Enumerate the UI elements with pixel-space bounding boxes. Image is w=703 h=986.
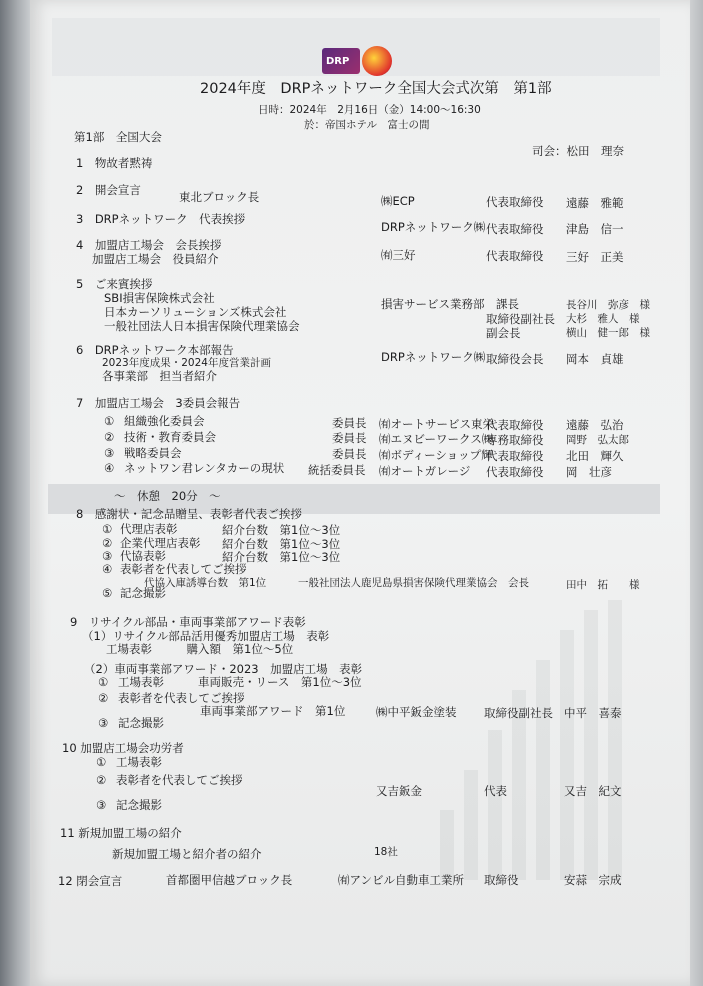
award-org: 一般社団法人鹿児島県損害保険代理業協会 会長 xyxy=(298,577,529,589)
award-detail: 車両販売・リース 第1位～3位 xyxy=(198,675,362,689)
committee-name: 遠藤 弘治 xyxy=(566,418,624,432)
award-title: 企業代理店表彰 xyxy=(120,536,201,550)
item-8-label: 8 感謝状・記念品贈呈、表彰者代表ご挨拶 xyxy=(76,507,302,521)
item-2-label: 2 開会宣言 xyxy=(76,183,141,197)
guest-org: 一般社団法人日本損害保険代理業協会 xyxy=(104,319,300,333)
guest-org: SBI損害保険株式会社 xyxy=(104,291,215,305)
committee-position: 委員長 xyxy=(332,416,367,430)
award-title: 記念撮影 xyxy=(120,586,166,600)
drp-logo xyxy=(322,46,394,78)
award-role: 取締役副社長 xyxy=(484,706,553,720)
item-6-sub: 2023年度成果・2024年度営業計画 xyxy=(102,357,271,369)
item-2-name: 遠藤 雅範 xyxy=(566,196,624,210)
item-6-label: 6 DRPネットワーク本部報告 xyxy=(76,343,234,357)
item-9-label: 9 リサイクル部品・車両事業部アワード表彰 xyxy=(70,615,306,629)
row-num: ② xyxy=(98,691,109,705)
award-name: 田中 拓 様 xyxy=(566,579,640,591)
item-10-label: 10 加盟店工場会功労者 xyxy=(62,741,184,755)
guest-name: 長谷川 弥彦 様 xyxy=(566,299,650,311)
award-name: 又吉 紀文 xyxy=(564,784,622,798)
item-3-org: DRPネットワーク㈱ xyxy=(381,220,486,234)
award-org: ㈱中平鈑金塗装 xyxy=(376,705,457,719)
mascot-icon xyxy=(362,46,392,76)
mc-name: 司会：松田 理奈 xyxy=(532,144,624,158)
award-name: 中平 喜泰 xyxy=(564,706,622,720)
showthrough-chart xyxy=(440,590,640,880)
guest-name: 大杉 雅人 様 xyxy=(566,313,640,325)
committee-org: ㈲ボディーショップ輝 xyxy=(379,448,493,462)
row-num: ① xyxy=(96,755,107,769)
row-num: ④ xyxy=(102,562,113,576)
award-title: 代協表彰 xyxy=(120,549,166,563)
item-6-sub: 各事業部 担当者紹介 xyxy=(102,369,217,383)
item-2-speaker: 東北ブロック長 xyxy=(179,190,260,204)
item-5-label: 5 ご来賓挨拶 xyxy=(76,277,153,291)
event-datetime: 日時：2024年 2月16日（金）14:00～16:30 xyxy=(258,104,481,116)
item-6-role: 取締役会長 xyxy=(486,352,544,366)
item-3-name: 津島 信一 xyxy=(566,222,624,236)
guest-role: 副会長 xyxy=(486,326,521,340)
row-num: ③ xyxy=(104,446,115,460)
award-title: 表彰者を代表してご挨拶 xyxy=(116,773,243,787)
award-title: 工場表彰 xyxy=(116,755,162,769)
item-12-role: 取締役 xyxy=(484,873,519,887)
committee-role: 代表取締役 xyxy=(486,418,544,432)
item-4-sub: 加盟店工場会 役員紹介 xyxy=(92,252,219,266)
event-venue: 於：帝国ホテル 富士の間 xyxy=(304,119,430,131)
item-3-label: 3 DRPネットワーク 代表挨拶 xyxy=(76,212,246,226)
item-9-sub: （2）車両事業部アワード・2023 加盟店工場 表彰 xyxy=(84,662,363,676)
award-title: 表彰者を代表してご挨拶 xyxy=(118,691,245,705)
award-title: 代理店表彰 xyxy=(120,522,178,536)
row-num: ② xyxy=(104,430,115,444)
committee-position: 委員長 xyxy=(332,431,367,445)
committee-org: ㈲オートガレージ xyxy=(379,464,471,478)
guest-name: 横山 健一郎 様 xyxy=(566,327,650,339)
row-num: ⑤ xyxy=(102,586,113,600)
item-4-label: 4 加盟店工場会 会長挨拶 xyxy=(76,238,222,252)
guest-role: 取締役副社長 xyxy=(486,312,555,326)
committee-position: 統括委員長 xyxy=(308,463,366,477)
row-num: ① xyxy=(104,414,115,428)
row-num: ③ xyxy=(102,549,113,563)
item-11-sub: 新規加盟工場と紹介者の紹介 xyxy=(112,847,262,861)
committee-title: 組織強化委員会 xyxy=(124,414,205,428)
item-2-role: 代表取締役 xyxy=(486,195,544,209)
award-detail: 車両事業部アワード 第1位 xyxy=(200,704,346,718)
section-title: 第1部 全国大会 xyxy=(74,130,162,144)
page-title: 2024年度 DRPネットワーク全国大会式次第 第1部 xyxy=(200,81,552,97)
guest-org: 日本カーソリューションズ株式会社 xyxy=(104,305,287,319)
item-3-role: 代表取締役 xyxy=(486,222,544,236)
award-title: 表彰者を代表してご挨拶 xyxy=(120,562,247,576)
guest-role: 損害サービス業務部 課長 xyxy=(381,297,519,311)
logo-text: DRP xyxy=(326,56,350,67)
item-2-org: ㈱ECP xyxy=(381,194,415,208)
item-12-speaker: 首都圏甲信越ブロック長 xyxy=(166,873,293,887)
row-num: ③ xyxy=(98,716,109,730)
row-num: ② xyxy=(96,773,107,787)
row-num: ① xyxy=(102,522,113,536)
committee-name: 岡野 弘太郎 xyxy=(566,434,629,446)
item-6-org: DRPネットワーク㈱ xyxy=(381,350,486,364)
item-4-name: 三好 正美 xyxy=(566,250,624,264)
committee-title: 戦略委員会 xyxy=(124,446,182,460)
award-title: 記念撮影 xyxy=(116,798,162,812)
committee-name: 岡 壮彦 xyxy=(566,465,612,479)
award-detail: 代協入庫誘導台数 第1位 xyxy=(144,577,267,589)
award-title: 工場表彰 xyxy=(118,675,164,689)
committee-position: 委員長 xyxy=(332,447,367,461)
item-4-org: ㈲三好 xyxy=(381,248,416,262)
item-12-label: 12 閉会宣言 xyxy=(58,874,123,888)
committee-role: 専務取締役 xyxy=(486,433,544,447)
committee-role: 代表取締役 xyxy=(486,449,544,463)
award-org: 又吉鈑金 xyxy=(376,784,422,798)
row-num: ② xyxy=(102,536,113,550)
item-9-sub: （1）リサイクル部品活用優秀加盟店工場 表彰 xyxy=(82,629,330,643)
committee-org: ㈲オートサービス東栄 xyxy=(379,417,494,431)
committee-title: ネットワン君レンタカーの現状 xyxy=(124,461,285,475)
item-4-role: 代表取締役 xyxy=(486,249,544,263)
award-title: 記念撮影 xyxy=(118,716,164,730)
item-9-sub: 工場表彰 購入額 第1位～5位 xyxy=(106,642,294,656)
item-11-count: 18社 xyxy=(374,846,398,858)
award-detail: 紹介台数 第1位～3位 xyxy=(222,550,341,564)
committee-role: 代表取締役 xyxy=(486,465,544,479)
committee-org: ㈲エヌビーワークス㈱ xyxy=(379,432,494,446)
row-num: ④ xyxy=(104,461,115,475)
item-12-org: ㈲アンビル自動車工業所 xyxy=(338,873,465,887)
row-num: ③ xyxy=(96,798,107,812)
item-7-label: 7 加盟店工場会 3委員会報告 xyxy=(76,396,241,410)
item-12-name: 安蒜 宗成 xyxy=(564,873,622,887)
binder-edge xyxy=(0,0,30,986)
break-label: ～ 休憩 20分 ～ xyxy=(114,489,221,503)
award-detail: 紹介台数 第1位～3位 xyxy=(222,523,341,537)
award-detail: 紹介台数 第1位～3位 xyxy=(222,537,341,551)
committee-title: 技術・教育委員会 xyxy=(124,430,216,444)
item-1-label: 1 物故者黙祷 xyxy=(76,156,153,170)
item-6-name: 岡本 貞雄 xyxy=(566,352,624,366)
row-num: ① xyxy=(98,675,109,689)
item-11-label: 11 新規加盟工場の紹介 xyxy=(60,826,182,840)
committee-name: 北田 輝久 xyxy=(566,449,624,463)
award-role: 代表 xyxy=(484,784,507,798)
